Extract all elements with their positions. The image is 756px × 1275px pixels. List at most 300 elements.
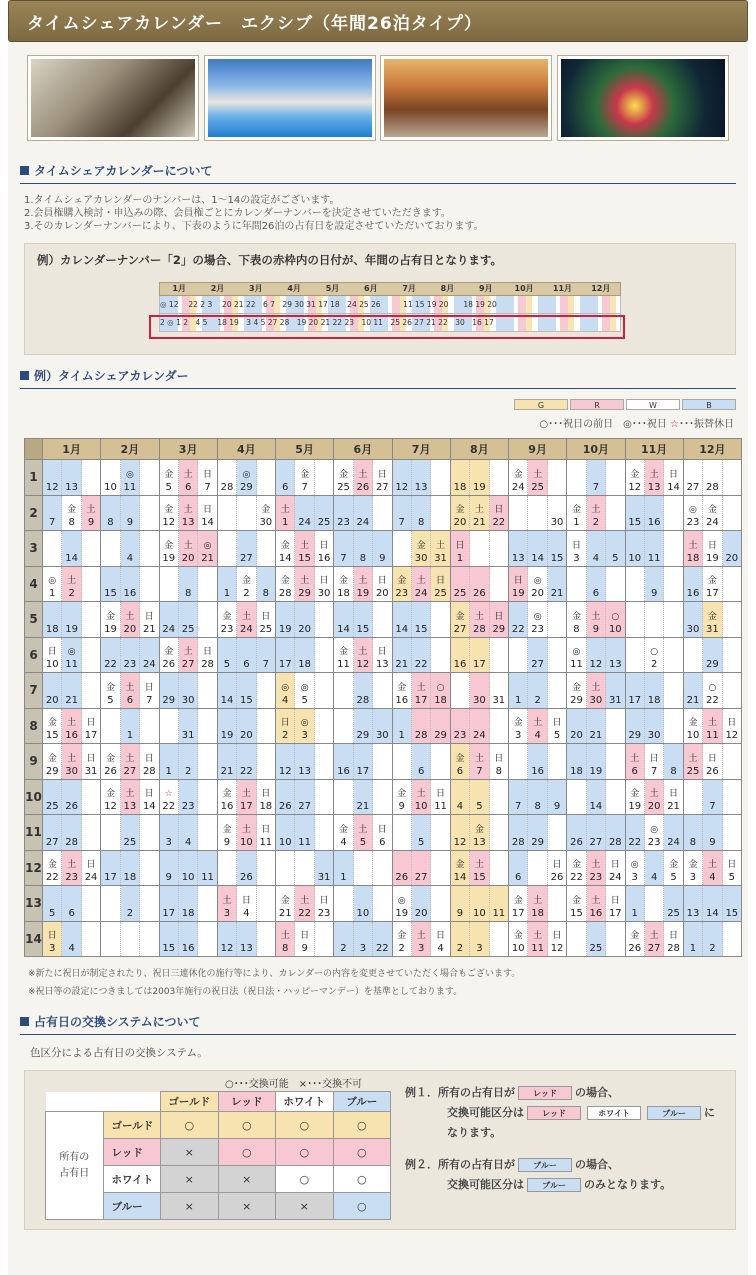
day-cell[interactable] <box>451 886 470 921</box>
day-cell[interactable] <box>354 780 373 815</box>
day-cell[interactable] <box>490 602 508 637</box>
day-cell[interactable] <box>587 780 606 815</box>
day-cell[interactable] <box>606 496 624 531</box>
day-cell[interactable] <box>490 851 508 886</box>
day-cell[interactable] <box>645 815 664 850</box>
day-cell[interactable] <box>645 886 664 921</box>
day-cell[interactable] <box>179 602 198 637</box>
day-cell[interactable] <box>62 602 81 637</box>
day-cell[interactable] <box>198 496 216 531</box>
day-cell[interactable] <box>606 531 624 566</box>
day-cell[interactable] <box>412 815 431 850</box>
day-cell[interactable] <box>606 744 624 779</box>
day-cell[interactable] <box>179 886 198 921</box>
day-cell[interactable] <box>62 673 81 708</box>
day-cell[interactable] <box>257 780 275 815</box>
day-cell[interactable] <box>528 922 547 957</box>
day-cell[interactable] <box>606 886 624 921</box>
day-cell[interactable] <box>703 460 722 495</box>
day-cell[interactable] <box>431 744 449 779</box>
day-cell[interactable] <box>140 673 158 708</box>
day-cell[interactable] <box>82 886 100 921</box>
day-cell[interactable] <box>373 673 391 708</box>
day-cell[interactable] <box>451 744 470 779</box>
day-cell[interactable] <box>179 922 198 957</box>
day-cell[interactable] <box>393 496 412 531</box>
day-cell[interactable] <box>334 886 353 921</box>
day-cell[interactable] <box>509 638 528 673</box>
day-cell[interactable] <box>373 851 391 886</box>
day-cell[interactable] <box>218 638 237 673</box>
day-cell[interactable] <box>373 496 391 531</box>
day-cell[interactable] <box>606 709 624 744</box>
day-cell[interactable] <box>490 922 508 957</box>
day-cell[interactable] <box>548 496 566 531</box>
day-cell[interactable] <box>315 602 333 637</box>
day-cell[interactable] <box>295 886 314 921</box>
day-cell[interactable] <box>645 780 664 815</box>
day-cell[interactable] <box>121 922 140 957</box>
day-cell[interactable] <box>140 780 158 815</box>
day-cell[interactable] <box>373 815 391 850</box>
day-cell[interactable] <box>179 460 198 495</box>
day-cell[interactable] <box>160 886 179 921</box>
day-cell[interactable] <box>237 851 256 886</box>
day-cell[interactable] <box>218 780 237 815</box>
day-cell[interactable] <box>237 567 256 602</box>
day-cell[interactable] <box>62 744 81 779</box>
day-cell[interactable] <box>431 851 449 886</box>
day-cell[interactable] <box>548 673 566 708</box>
day-cell[interactable] <box>276 709 295 744</box>
day-cell[interactable] <box>62 709 81 744</box>
day-cell[interactable] <box>179 709 198 744</box>
day-cell[interactable] <box>198 709 216 744</box>
day-cell[interactable] <box>101 638 120 673</box>
day-cell[interactable] <box>237 496 256 531</box>
day-cell[interactable] <box>62 531 81 566</box>
day-cell[interactable] <box>334 460 353 495</box>
day-cell[interactable] <box>121 531 140 566</box>
day-cell[interactable] <box>295 567 314 602</box>
day-cell[interactable] <box>645 638 664 673</box>
day-cell[interactable] <box>82 496 100 531</box>
day-cell[interactable] <box>723 531 741 566</box>
day-cell[interactable] <box>470 744 489 779</box>
day-cell[interactable] <box>121 744 140 779</box>
day-cell[interactable] <box>548 460 566 495</box>
day-cell[interactable] <box>43 922 62 957</box>
day-cell[interactable] <box>121 673 140 708</box>
day-cell[interactable] <box>160 496 179 531</box>
day-cell[interactable] <box>626 673 645 708</box>
day-cell[interactable] <box>276 602 295 637</box>
day-cell[interactable] <box>237 780 256 815</box>
day-cell[interactable] <box>684 602 703 637</box>
day-cell[interactable] <box>354 815 373 850</box>
day-cell[interactable] <box>295 744 314 779</box>
day-cell[interactable] <box>645 567 664 602</box>
day-cell[interactable] <box>528 815 547 850</box>
day-cell[interactable] <box>626 496 645 531</box>
day-cell[interactable] <box>62 780 81 815</box>
day-cell[interactable] <box>684 496 703 531</box>
day-cell[interactable] <box>101 886 120 921</box>
day-cell[interactable] <box>257 638 275 673</box>
day-cell[interactable] <box>703 567 722 602</box>
day-cell[interactable] <box>451 709 470 744</box>
day-cell[interactable] <box>548 815 566 850</box>
day-cell[interactable] <box>587 673 606 708</box>
day-cell[interactable] <box>315 460 333 495</box>
day-cell[interactable] <box>626 709 645 744</box>
day-cell[interactable] <box>664 922 682 957</box>
day-cell[interactable] <box>451 531 470 566</box>
day-cell[interactable] <box>179 851 198 886</box>
day-cell[interactable] <box>703 886 722 921</box>
day-cell[interactable] <box>548 602 566 637</box>
day-cell[interactable] <box>334 673 353 708</box>
day-cell[interactable] <box>198 851 216 886</box>
day-cell[interactable] <box>723 673 741 708</box>
day-cell[interactable] <box>451 496 470 531</box>
day-cell[interactable] <box>393 602 412 637</box>
day-cell[interactable] <box>567 531 586 566</box>
day-cell[interactable] <box>626 780 645 815</box>
day-cell[interactable] <box>276 460 295 495</box>
day-cell[interactable] <box>140 496 158 531</box>
day-cell[interactable] <box>373 531 391 566</box>
day-cell[interactable] <box>723 744 741 779</box>
day-cell[interactable] <box>567 744 586 779</box>
day-cell[interactable] <box>645 709 664 744</box>
day-cell[interactable] <box>548 886 566 921</box>
day-cell[interactable] <box>412 567 431 602</box>
day-cell[interactable] <box>373 922 391 957</box>
day-cell[interactable] <box>490 673 508 708</box>
day-cell[interactable] <box>470 851 489 886</box>
day-cell[interactable] <box>664 780 682 815</box>
day-cell[interactable] <box>723 851 741 886</box>
day-cell[interactable] <box>101 567 120 602</box>
day-cell[interactable] <box>587 567 606 602</box>
day-cell[interactable] <box>431 567 449 602</box>
day-cell[interactable] <box>645 922 664 957</box>
day-cell[interactable] <box>645 531 664 566</box>
day-cell[interactable] <box>723 815 741 850</box>
day-cell[interactable] <box>393 460 412 495</box>
day-cell[interactable] <box>101 531 120 566</box>
day-cell[interactable] <box>315 638 333 673</box>
day-cell[interactable] <box>703 531 722 566</box>
day-cell[interactable] <box>101 496 120 531</box>
day-cell[interactable] <box>626 567 645 602</box>
day-cell[interactable] <box>528 638 547 673</box>
day-cell[interactable] <box>567 780 586 815</box>
day-cell[interactable] <box>373 567 391 602</box>
day-cell[interactable] <box>82 922 100 957</box>
day-cell[interactable] <box>548 567 566 602</box>
day-cell[interactable] <box>295 851 314 886</box>
day-cell[interactable] <box>684 815 703 850</box>
day-cell[interactable] <box>373 602 391 637</box>
day-cell[interactable] <box>276 744 295 779</box>
day-cell[interactable] <box>567 886 586 921</box>
day-cell[interactable] <box>276 815 295 850</box>
day-cell[interactable] <box>62 638 81 673</box>
day-cell[interactable] <box>82 602 100 637</box>
day-cell[interactable] <box>237 886 256 921</box>
day-cell[interactable] <box>43 602 62 637</box>
day-cell[interactable] <box>470 531 489 566</box>
day-cell[interactable] <box>723 460 741 495</box>
day-cell[interactable] <box>528 673 547 708</box>
day-cell[interactable] <box>412 851 431 886</box>
day-cell[interactable] <box>354 460 373 495</box>
day-cell[interactable] <box>684 567 703 602</box>
day-cell[interactable] <box>509 709 528 744</box>
day-cell[interactable] <box>140 744 158 779</box>
day-cell[interactable] <box>528 744 547 779</box>
day-cell[interactable] <box>528 851 547 886</box>
day-cell[interactable] <box>412 744 431 779</box>
day-cell[interactable] <box>548 709 566 744</box>
day-cell[interactable] <box>606 851 624 886</box>
day-cell[interactable] <box>703 709 722 744</box>
day-cell[interactable] <box>218 496 237 531</box>
day-cell[interactable] <box>140 638 158 673</box>
day-cell[interactable] <box>431 602 449 637</box>
day-cell[interactable] <box>509 815 528 850</box>
day-cell[interactable] <box>509 886 528 921</box>
day-cell[interactable] <box>334 851 353 886</box>
day-cell[interactable] <box>43 673 62 708</box>
day-cell[interactable] <box>160 744 179 779</box>
day-cell[interactable] <box>237 531 256 566</box>
day-cell[interactable] <box>451 638 470 673</box>
day-cell[interactable] <box>626 744 645 779</box>
day-cell[interactable] <box>393 567 412 602</box>
day-cell[interactable] <box>43 815 62 850</box>
day-cell[interactable] <box>723 886 741 921</box>
day-cell[interactable] <box>664 709 682 744</box>
day-cell[interactable] <box>684 780 703 815</box>
day-cell[interactable] <box>664 602 682 637</box>
day-cell[interactable] <box>703 780 722 815</box>
day-cell[interactable] <box>160 673 179 708</box>
day-cell[interactable] <box>626 886 645 921</box>
day-cell[interactable] <box>684 744 703 779</box>
day-cell[interactable] <box>664 815 682 850</box>
day-cell[interactable] <box>645 496 664 531</box>
day-cell[interactable] <box>684 851 703 886</box>
day-cell[interactable] <box>509 567 528 602</box>
day-cell[interactable] <box>393 709 412 744</box>
day-cell[interactable] <box>703 922 722 957</box>
day-cell[interactable] <box>723 638 741 673</box>
day-cell[interactable] <box>567 496 586 531</box>
day-cell[interactable] <box>276 567 295 602</box>
day-cell[interactable] <box>121 567 140 602</box>
day-cell[interactable] <box>43 886 62 921</box>
day-cell[interactable] <box>198 602 216 637</box>
day-cell[interactable] <box>509 460 528 495</box>
day-cell[interactable] <box>664 567 682 602</box>
day-cell[interactable] <box>451 815 470 850</box>
day-cell[interactable] <box>101 460 120 495</box>
day-cell[interactable] <box>490 496 508 531</box>
day-cell[interactable] <box>160 709 179 744</box>
day-cell[interactable] <box>198 886 216 921</box>
day-cell[interactable] <box>373 744 391 779</box>
day-cell[interactable] <box>626 922 645 957</box>
day-cell[interactable] <box>179 638 198 673</box>
day-cell[interactable] <box>393 744 412 779</box>
day-cell[interactable] <box>198 744 216 779</box>
day-cell[interactable] <box>43 460 62 495</box>
day-cell[interactable] <box>62 922 81 957</box>
day-cell[interactable] <box>470 815 489 850</box>
day-cell[interactable] <box>257 851 275 886</box>
day-cell[interactable] <box>470 709 489 744</box>
day-cell[interactable] <box>257 531 275 566</box>
day-cell[interactable] <box>664 851 682 886</box>
day-cell[interactable] <box>412 673 431 708</box>
day-cell[interactable] <box>626 815 645 850</box>
day-cell[interactable] <box>257 709 275 744</box>
day-cell[interactable] <box>160 815 179 850</box>
day-cell[interactable] <box>218 567 237 602</box>
day-cell[interactable] <box>237 922 256 957</box>
day-cell[interactable] <box>276 851 295 886</box>
day-cell[interactable] <box>218 815 237 850</box>
day-cell[interactable] <box>412 460 431 495</box>
day-cell[interactable] <box>664 638 682 673</box>
day-cell[interactable] <box>548 638 566 673</box>
day-cell[interactable] <box>82 567 100 602</box>
day-cell[interactable] <box>276 638 295 673</box>
day-cell[interactable] <box>431 886 449 921</box>
day-cell[interactable] <box>412 780 431 815</box>
day-cell[interactable] <box>295 709 314 744</box>
day-cell[interactable] <box>470 460 489 495</box>
day-cell[interactable] <box>587 638 606 673</box>
day-cell[interactable] <box>393 531 412 566</box>
day-cell[interactable] <box>431 460 449 495</box>
day-cell[interactable] <box>451 567 470 602</box>
day-cell[interactable] <box>354 922 373 957</box>
day-cell[interactable] <box>431 638 449 673</box>
day-cell[interactable] <box>703 496 722 531</box>
day-cell[interactable] <box>82 851 100 886</box>
day-cell[interactable] <box>412 531 431 566</box>
day-cell[interactable] <box>354 851 373 886</box>
day-cell[interactable] <box>334 922 353 957</box>
day-cell[interactable] <box>354 602 373 637</box>
day-cell[interactable] <box>121 815 140 850</box>
day-cell[interactable] <box>198 531 216 566</box>
day-cell[interactable] <box>101 851 120 886</box>
day-cell[interactable] <box>567 815 586 850</box>
day-cell[interactable] <box>315 922 333 957</box>
day-cell[interactable] <box>431 673 449 708</box>
day-cell[interactable] <box>43 567 62 602</box>
day-cell[interactable] <box>257 886 275 921</box>
day-cell[interactable] <box>198 673 216 708</box>
day-cell[interactable] <box>606 815 624 850</box>
day-cell[interactable] <box>160 460 179 495</box>
day-cell[interactable] <box>43 496 62 531</box>
day-cell[interactable] <box>82 460 100 495</box>
day-cell[interactable] <box>237 602 256 637</box>
day-cell[interactable] <box>528 886 547 921</box>
day-cell[interactable] <box>101 673 120 708</box>
day-cell[interactable] <box>606 638 624 673</box>
day-cell[interactable] <box>276 886 295 921</box>
day-cell[interactable] <box>276 922 295 957</box>
day-cell[interactable] <box>393 673 412 708</box>
day-cell[interactable] <box>587 496 606 531</box>
day-cell[interactable] <box>587 815 606 850</box>
day-cell[interactable] <box>703 673 722 708</box>
day-cell[interactable] <box>509 496 528 531</box>
day-cell[interactable] <box>237 460 256 495</box>
day-cell[interactable] <box>393 922 412 957</box>
day-cell[interactable] <box>354 638 373 673</box>
day-cell[interactable] <box>179 744 198 779</box>
day-cell[interactable] <box>664 673 682 708</box>
day-cell[interactable] <box>684 709 703 744</box>
day-cell[interactable] <box>509 602 528 637</box>
day-cell[interactable] <box>626 602 645 637</box>
day-cell[interactable] <box>373 709 391 744</box>
day-cell[interactable] <box>62 886 81 921</box>
day-cell[interactable] <box>160 780 179 815</box>
day-cell[interactable] <box>237 638 256 673</box>
day-cell[interactable] <box>237 744 256 779</box>
day-cell[interactable] <box>567 567 586 602</box>
day-cell[interactable] <box>276 496 295 531</box>
day-cell[interactable] <box>354 709 373 744</box>
day-cell[interactable] <box>121 638 140 673</box>
day-cell[interactable] <box>198 922 216 957</box>
day-cell[interactable] <box>140 602 158 637</box>
day-cell[interactable] <box>567 638 586 673</box>
day-cell[interactable] <box>198 780 216 815</box>
day-cell[interactable] <box>626 851 645 886</box>
day-cell[interactable] <box>431 709 449 744</box>
day-cell[interactable] <box>276 531 295 566</box>
day-cell[interactable] <box>431 922 449 957</box>
day-cell[interactable] <box>257 744 275 779</box>
day-cell[interactable] <box>490 886 508 921</box>
day-cell[interactable] <box>470 922 489 957</box>
day-cell[interactable] <box>548 531 566 566</box>
day-cell[interactable] <box>412 709 431 744</box>
day-cell[interactable] <box>490 567 508 602</box>
day-cell[interactable] <box>373 460 391 495</box>
day-cell[interactable] <box>703 602 722 637</box>
day-cell[interactable] <box>62 496 81 531</box>
day-cell[interactable] <box>140 922 158 957</box>
day-cell[interactable] <box>373 638 391 673</box>
day-cell[interactable] <box>509 744 528 779</box>
day-cell[interactable] <box>587 851 606 886</box>
day-cell[interactable] <box>198 815 216 850</box>
day-cell[interactable] <box>393 638 412 673</box>
day-cell[interactable] <box>295 780 314 815</box>
day-cell[interactable] <box>315 815 333 850</box>
